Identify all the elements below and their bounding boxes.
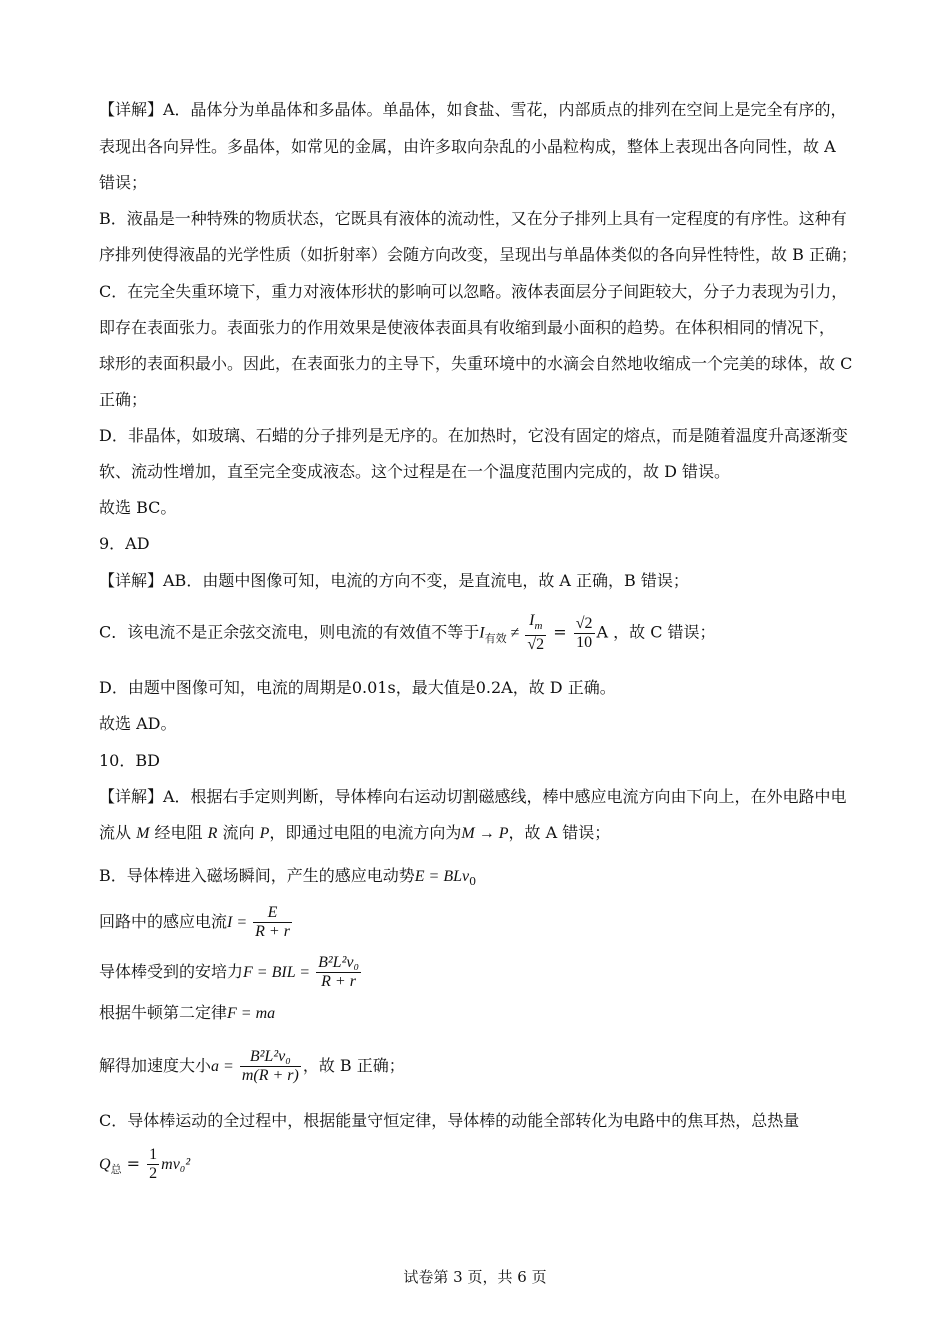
- paragraph-line: C．在完全失重环境下，重力对液体形状的影响可以忽略。液体表面层分子间距较大，分子力表现为引力，: [99, 282, 848, 301]
- math-variable: I: [479, 624, 485, 642]
- paragraph-line: 即存在表面张力。表面张力的作用效果是使液体表面具有收缩到最小面积的趋势。在体积相同的情况下，: [99, 318, 836, 337]
- fraction-numerator: √2: [575, 614, 593, 632]
- paragraph-line: 表现出各向异性。多晶体，如常见的金属，由许多取向杂乱的小晶粒构成，整体上表现出各向同性，故 A: [99, 137, 836, 156]
- subscript: 总: [110, 1163, 122, 1177]
- paragraph-line: [99, 1002, 860, 1025]
- paragraph-line: [99, 822, 860, 845]
- fraction-denominator: √2: [527, 636, 545, 654]
- text-segment: ，故 B 正确；: [302, 1056, 405, 1075]
- math-expression: E = BLv: [414, 868, 470, 885]
- answer-heading: 10．BD: [99, 751, 160, 770]
- paragraph-line: 序排列使得液晶的光学性质（如折射率）会随方向改变，呈现出与单晶体类似的各向异性特性，故 B 正确；: [99, 245, 857, 264]
- text-segment: ，即通过电阻的电流方向为: [269, 823, 462, 842]
- math-operator: ≠: [506, 624, 524, 642]
- text-segment: 回路中的感应电流: [99, 912, 228, 931]
- fraction-numerator: I: [529, 612, 535, 629]
- text-segment: 根据牛顿第二定律: [99, 1003, 228, 1022]
- math-expression: M → P: [461, 825, 509, 842]
- math-value: 0.01s: [351, 678, 396, 697]
- text-segment: B．导体棒进入磁场瞬间，产生的感应电动势: [99, 866, 415, 885]
- math-variable: R: [207, 825, 218, 842]
- paragraph-line: 【详解】A．根据右手定则判断，导体棒向右运动切割磁感线，棒中感应电流方向由下向上，在外电路中电: [99, 787, 847, 806]
- paragraph-line: 【详解】AB．由题中图像可知，电流的方向不变，是直流电，故 A 正确，B 错误；: [99, 571, 689, 590]
- formula-line: [99, 612, 860, 659]
- fraction-numerator: B²L²v₀: [318, 954, 360, 971]
- paragraph-line: 故选 AD。: [99, 714, 177, 733]
- paragraph-line: 错误；: [99, 173, 148, 192]
- math-value: 0.2A: [475, 678, 513, 697]
- fraction: [240, 1048, 301, 1085]
- paragraph-line: D．非晶体，如玻璃、石蜡的分子排列是无序的。在加热时，它没有固定的熔点，而是随着温度升高逐渐变: [99, 426, 848, 445]
- text-segment: 导体棒受到的安培力: [99, 962, 244, 981]
- text-segment: D．由题中图像可知，电流的周期是: [99, 678, 352, 697]
- math-operator: =: [548, 622, 572, 642]
- text-segment: ，故 D 正确。: [512, 678, 616, 697]
- fraction-denominator: 10: [576, 633, 593, 651]
- paragraph-line: [99, 865, 860, 893]
- math-expression: F = BIL =: [243, 964, 315, 981]
- fraction: [574, 615, 595, 652]
- formula-line: [99, 1046, 860, 1087]
- page-footer: 试卷第 3 页，共 6 页: [403, 1268, 547, 1286]
- paragraph-line: 软、流动性增加，直至完全变成液态。这个过程是在一个温度范围内完成的，故 D 错误。: [99, 462, 731, 481]
- formula-line: [99, 903, 860, 942]
- fraction-numerator: E: [253, 904, 292, 923]
- fraction: [147, 1146, 159, 1183]
- math-expression: F = ma: [227, 1005, 276, 1022]
- subscript: 有效: [484, 631, 507, 645]
- fraction: [253, 904, 292, 941]
- math-variable: M: [136, 825, 150, 842]
- text-segment: 流向: [217, 823, 260, 842]
- math-variable: P: [259, 825, 270, 842]
- subscript: 0: [469, 875, 477, 889]
- paragraph-line: 故选 BC。: [99, 498, 177, 517]
- text-segment: ，故 A 错误；: [508, 823, 611, 842]
- fraction: [316, 954, 361, 991]
- subscript: m: [534, 620, 543, 633]
- text-segment: ，最大值是: [395, 678, 476, 697]
- math-variable: Q: [99, 1156, 111, 1173]
- paragraph-line: 【详解】A．晶体分为单晶体和多晶体。单晶体，如食盐、雪花，内部质点的排列在空间上是完全有序的，: [99, 100, 847, 119]
- math-expression: a =: [211, 1058, 238, 1075]
- fraction: [525, 612, 546, 654]
- paragraph-line: [99, 677, 860, 699]
- formula-line: [99, 1144, 860, 1190]
- fraction-numerator: 1: [149, 1146, 158, 1163]
- math-expression: mv₀²: [161, 1156, 191, 1173]
- text-segment: 流从: [99, 823, 137, 842]
- math-expression: I =: [227, 914, 252, 931]
- fraction-numerator: B²L²v₀: [240, 1048, 301, 1067]
- formula-line: [99, 953, 860, 992]
- paragraph-line: B．液晶是一种特殊的物质状态，它既具有液体的流动性，又在分子排列上具有一定程度的有序性。这种有: [99, 209, 847, 228]
- paragraph-line: 球形的表面积最小。因此，在表面张力的主导下，失重环境中的水滴会自然地收缩成一个完美的球体，故 C: [99, 354, 853, 373]
- text-segment: A ，故 C 错误；: [596, 622, 716, 642]
- math-operator: =: [121, 1154, 146, 1173]
- fraction-denominator: 2: [149, 1165, 158, 1182]
- text-segment: 经电阻: [149, 823, 208, 842]
- text-segment: C．该电流不是正余弦交流电，则电流的有效值不等于: [99, 622, 480, 642]
- text-segment: 解得加速度大小: [99, 1056, 212, 1075]
- fraction-denominator: R + r: [321, 973, 356, 990]
- paragraph-line: C．导体棒运动的全过程中，根据能量守恒定律，导体棒的动能全部转化为电路中的焦耳热，总热量: [99, 1111, 800, 1130]
- fraction-denominator: R + r: [255, 923, 290, 940]
- answer-heading: 9．AD: [99, 534, 150, 553]
- fraction-denominator: m(R + r): [241, 1067, 299, 1084]
- paragraph-line: 正确；: [99, 390, 148, 409]
